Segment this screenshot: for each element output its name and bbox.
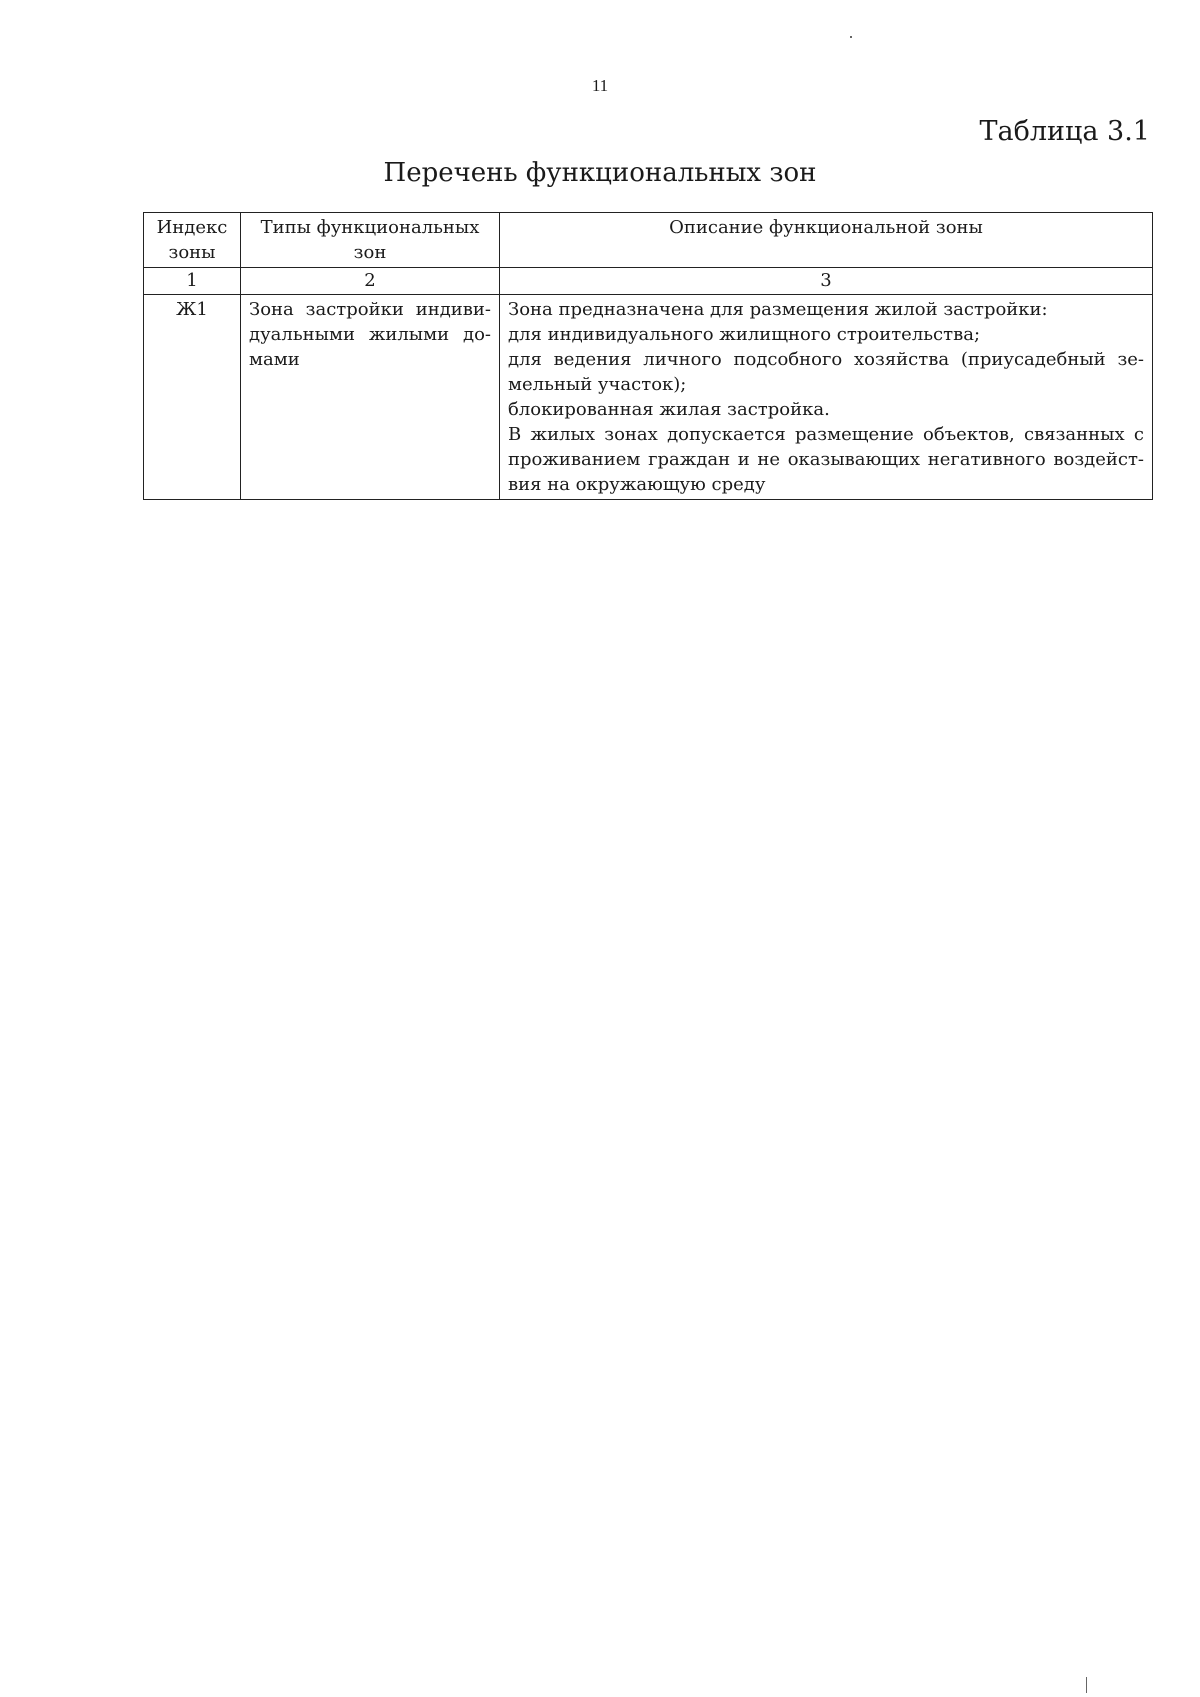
table-title: Перечень функциональных зон [383, 158, 817, 188]
description-line: проживанием граждан и не оказывающих негативного воздейст- [508, 449, 1144, 470]
zone-type-line: мами [249, 349, 300, 370]
table-label: Таблица 3.1 [979, 116, 1150, 147]
header-zone-types-line-2: зон [353, 242, 387, 263]
description-line: для индивидуального жилищного строительства; [508, 324, 981, 345]
scan-speck [850, 36, 852, 38]
table-row [144, 295, 1153, 500]
column-number-row [144, 268, 1153, 295]
description-line: для ведения личного подсобного хозяйства (приусадебный зе- [508, 349, 1144, 370]
header-zone-index [144, 213, 241, 268]
description-line: вия на окружающую среду [508, 474, 766, 495]
description-line: В жилых зонах допускается размещение объектов, связанных с [508, 424, 1144, 445]
description-line: мельный участок); [508, 374, 687, 395]
zone-index-cell: Ж1 [144, 295, 241, 500]
zone-type-line: дуальными жилыми до- [249, 324, 491, 345]
header-zone-types [241, 213, 500, 268]
description-line: блокированная жилая застройка. [508, 399, 830, 420]
header-zone-description-label: Описание функциональной зоны [669, 217, 983, 238]
scan-speck [1086, 1677, 1087, 1693]
header-zone-index-line-2: зоны [168, 242, 216, 263]
page-number: 11 [591, 76, 609, 95]
header-zone-types-line-1: Типы функциональных [260, 217, 480, 238]
column-number-2: 2 [241, 268, 500, 295]
zone-description-cell [500, 295, 1153, 500]
description-line: Зона предназначена для размещения жилой застройки: [508, 299, 1048, 320]
header-zone-description [500, 213, 1153, 268]
column-number-1: 1 [144, 268, 241, 295]
functional-zones-table [143, 212, 1153, 500]
zone-type-line: Зона застройки индиви- [249, 299, 491, 320]
column-number-3: 3 [500, 268, 1153, 295]
zone-type-cell [241, 295, 500, 500]
header-zone-index-line-1: Индекс [156, 217, 228, 238]
table-header-row [144, 213, 1153, 268]
